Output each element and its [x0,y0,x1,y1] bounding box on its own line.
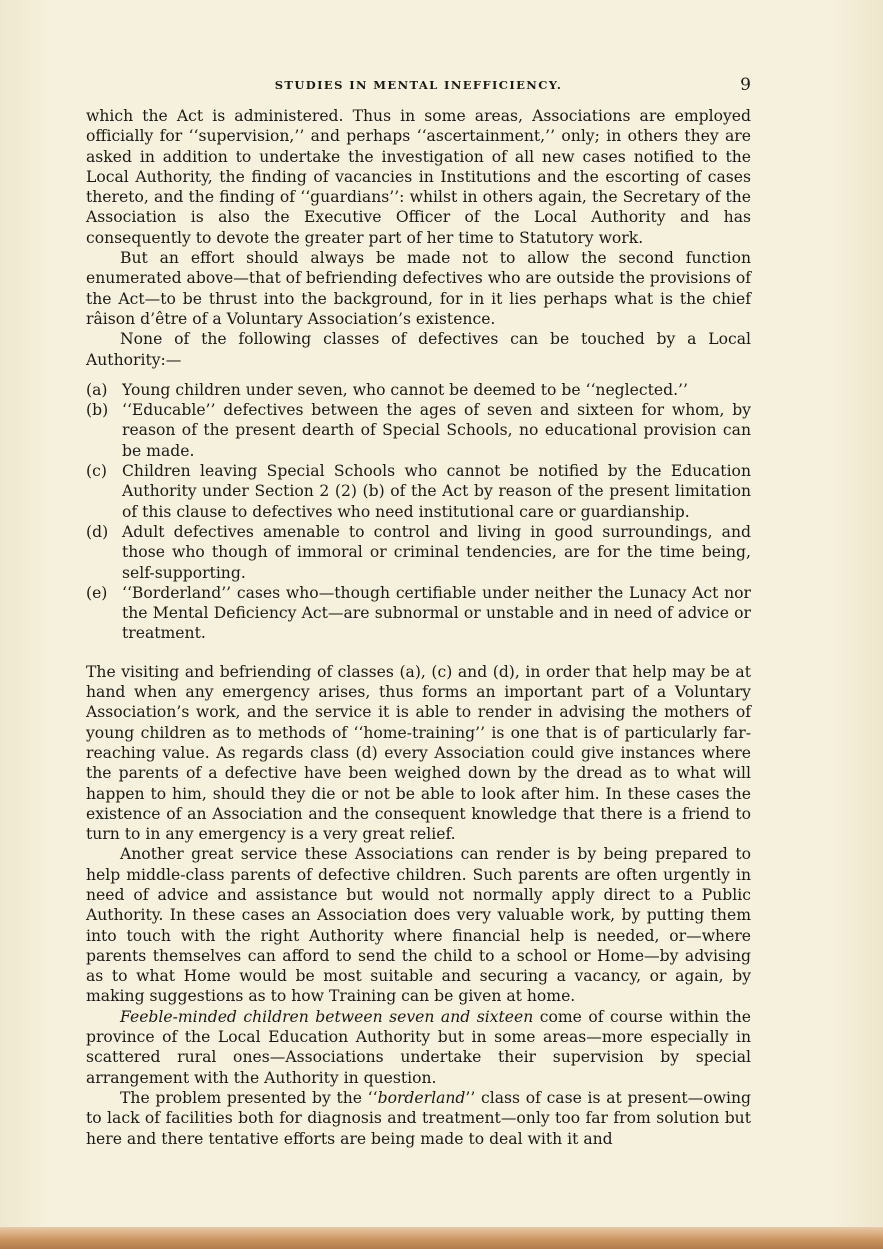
list-marker: (e) [86,583,108,602]
spacer [86,652,751,662]
list-item-text: ‘‘Educable’’ defectives between the ages of seven and sixteen for whom, by reason of the present dearth of Special Schools, no educational provision can be made. [122,401,751,460]
list-marker: (a) [86,380,108,399]
paragraph-1: which the Act is administered. Thus in some areas, Associations are employed officially for ‘‘supervision,’’ and perhaps ‘‘ascertainment,’’ only; in others they are asked in addition to undertake the investigation of all new cases notified to the Local Authority, the finding of vacancies in Institutions and the escorting of cases thereto, and the finding of ‘‘guardians’’: whilst in others again, the Secretary of the Association is also the Executive Officer of the Local Authority and has consequently to devote the greater part of her time to Statutory work. [86,107,751,247]
paragraph-6-rest: come of course within the province of the Local Education Authority but in some areas—more especially in scattered rural ones—Associations undertake their supervision by special arrangement with the Authority in question. [86,1007,751,1087]
list-marker: (c) [86,462,107,481]
list-marker: (d) [86,522,109,541]
list-item [86,583,751,644]
list-item-text: Adult defectives amenable to control and living in good surroundings, and those who though of immoral or criminal tendencies, are for the time being, self-supporting. [122,522,751,582]
page-edge-strip [0,1227,883,1249]
paragraph-7-start: The problem presented by the ‘‘ [120,1088,378,1107]
list-item-text: Young children under seven, who cannot be deemed to be ‘‘neglected.’’ [122,380,688,399]
defective-classes-list [86,380,751,644]
list-item-text: ‘‘Borderland’’ cases who—though certifiable under neither the Lunacy Act nor the Mental Deficiency Act—are subnormal or unstable and in need of advice or treatment. [122,583,751,643]
page-header [86,75,751,98]
list-item [86,400,751,461]
list-item [86,461,751,522]
paragraph-7-italic: borderland [377,1088,466,1107]
paragraph-3: None of the following classes of defectives can be touched by a Local Authority:— [86,330,751,369]
list-item-text: Children leaving Special Schools who cannot be notified by the Education Authority under Section 2 (2) (b) of the Act by reason of the present limitation of this clause to defectives who need institutional care or guardianship. [122,462,751,521]
paragraph-4: The visiting and befriending of classes (a), (c) and (d), in order that help may be at hand when any emergency arises, thus forms an important part of a Voluntary Association’s work, and the service it is able to render in advising the mothers of young children as to methods of ‘‘home-training’’ is one that is of particularly far-reaching value. As regards class (d) every Association could give instances where the parents of a defective have been weighed down by the dread as to what will happen to him, should they die or not be able to look after him. In these cases the existence of an Association and the consequent knowledge that there is a friend to turn to in any emergency is a very great relief. [86,662,751,844]
paragraph-6-italic: Feeble-minded children between seven and sixteen [120,1007,534,1026]
body-text [86,106,751,1149]
paragraph-7-rest: ’’ class of case is at present—owing to lack of facilities both for diagnosis and treatment—only too far from solution but here and there tentative efforts are being made to deal with it and [86,1088,751,1148]
paragraph-6 [86,1007,751,1088]
paragraph-7 [86,1088,751,1149]
list-marker: (b) [86,401,109,420]
running-head: STUDIES IN MENTAL INEFFICIENCY. [274,78,563,92]
list-item [86,522,751,583]
page-number: 9 [740,75,751,95]
list-item [86,380,751,400]
paragraph-2: But an effort should always be made not to allow the second function enumerated above—that of befriending defectives who are outside the provisions of the Act—to be thrust into the background, for in it lies perhaps what is the chief râison d’être of a Voluntary Association’s existence. [86,249,751,328]
paragraph-5: Another great service these Associations can render is by being prepared to help middle-class parents of defective children. Such parents are often urgently in need of advice and assistance but would not normally apply direct to a Public Authority. In these cases an Association does very valuable work, by putting them into touch with the right Authority where financial help is needed, or—where parents themselves can afford to send the child to a school or Home—by advising as to what Home would be most suitable and securing a vacancy, or again, by making suggestions as to how Training can be given at home. [86,845,751,1006]
